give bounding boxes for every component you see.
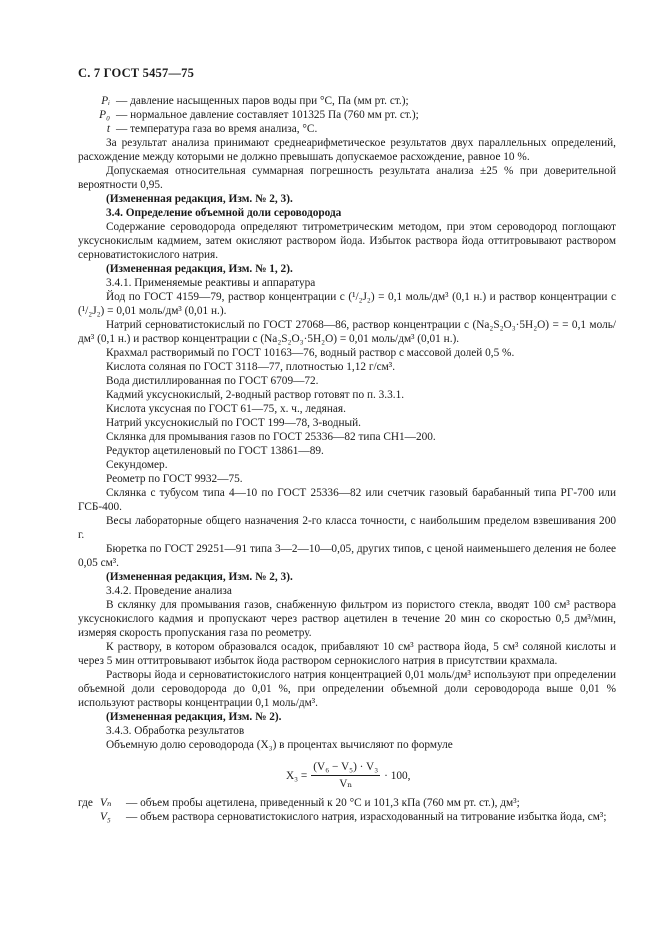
symbol: t — [106, 123, 110, 135]
paragraph: Объемную долю сероводорода (X₃) в процентах вычисляют по формуле — [106, 739, 453, 751]
formula — [286, 760, 411, 791]
paragraph: Растворы йода и серноватистокислого натрия концентрацией 0,01 моль/дм³ используют при определении объемной доли сероводорода до 0,01 %, при определении объемной доли сероводорода выше 0,01 % используют растворы концентрации 0,1 моль/дм³. — [78, 669, 616, 709]
list-item: Бюретка по ГОСТ 29251—91 типа 3—2—10—0,05, других типов, с ценой наименьшего деления не более 0,05 см³. — [78, 543, 616, 569]
where-label: где — [78, 797, 93, 809]
revision-note: (Измененная редакция, Изм. № 2, 3). — [106, 571, 293, 583]
definition-text: — нормальное давление составляет 101325 Па (760 мм рт. ст.); — [116, 109, 419, 121]
formula-lhs: X₃ = — [286, 769, 308, 782]
list-item: Кислота уксусная по ГОСТ 61—75, х. ч., ледяная. — [106, 403, 346, 415]
document-body — [78, 94, 616, 824]
list-item: Редуктор ацетиленовый по ГОСТ 13861—89. — [106, 445, 324, 457]
symbol: Pᵢ — [101, 95, 110, 107]
section-heading: 3.4. Определение объемной доли сероводорода — [106, 207, 342, 219]
definition-text: — объем пробы ацетилена, приведенный к 20 °С и 101,3 кПа (760 мм рт. ст.), дм³; — [126, 797, 520, 809]
subsection-heading: 3.4.2. Проведение анализа — [106, 585, 232, 597]
list-item: Вода дистиллированная по ГОСТ 6709—72. — [106, 375, 319, 387]
definition-text: — объем раствора серноватистокислого натрия, израсходованный на титрование избытка йода, см³; — [126, 811, 607, 823]
paragraph: Йод по ГОСТ 4159—79, раствор концентрации c (¹/₂J₂) = 0,1 моль/дм³ (0,1 н.) и раствор концентрации c (¹/₂J₂) = 0,01 моль/дм³ (0,01 н.). — [78, 291, 616, 317]
subsection-heading: 3.4.3. Обработка результатов — [106, 725, 245, 737]
definition-t — [78, 122, 616, 136]
paragraph: В склянку для промывания газов, снабженную фильтром из пористого стекла, вводят 100 см³ раствора уксуснокислого кадмия и пропускают через раствор ацетилен в течение 20 мин со скоростью 0,5 дм³/мин, измеряя скорость пропускания газа по реометру. — [78, 599, 616, 639]
formula-denominator: Vₙ — [339, 778, 353, 790]
definition-p0 — [78, 108, 616, 122]
list-item: Кадмий уксуснокислый, 2-водный раствор готовят по п. 3.3.1. — [106, 389, 405, 401]
list-item: Реометр по ГОСТ 9932—75. — [106, 473, 243, 485]
definition-vn — [78, 796, 616, 810]
revision-note: (Измененная редакция, Изм. № 1, 2). — [106, 263, 293, 275]
definition-v5 — [78, 810, 616, 824]
paragraph: Натрий серноватистокислый по ГОСТ 27068—86, раствор концентрации c (Na₂S₂O₃·5H₂O) = = 0,1 моль/дм³ (0,1 н.) и раствор концентрации c (Na₂S₂O₃·5H₂O) = 0,01 моль/дм³ (0,01 н.). — [78, 319, 616, 345]
subsection-heading: 3.4.1. Применяемые реактивы и аппаратура — [106, 277, 316, 289]
definition-pi — [78, 94, 616, 108]
definition-text: — температура газа во время анализа, °С. — [116, 123, 318, 135]
formula-tail: · 100, — [384, 769, 411, 782]
symbol: Vₙ — [100, 797, 112, 809]
list-item: Склянка для промывания газов по ГОСТ 25336—82 типа СН1—200. — [106, 431, 436, 443]
formula-numerator: (V₆ − V₅) · V₃ — [311, 760, 380, 776]
paragraph: Содержание сероводорода определяют титрометрическим методом, при этом сероводород поглощают уксуснокислым кадмием, затем окисляют раствором йода. Избыток раствора йода оттитровывают раствором серноватистокислого натрия. — [78, 221, 616, 261]
paragraph: За результат анализа принимают среднеарифметическое результатов двух параллельных определений, расхождение между которыми не должно превышать допускаемое расхождение, равное 10 %. — [78, 137, 616, 163]
list-item: Весы лабораторные общего назначения 2-го класса точности, с наибольшим пределом взвешивания 200 г. — [78, 515, 616, 541]
paragraph: К раствору, в котором образовался осадок, прибавляют 10 см³ раствора йода, 5 см³ соляной кислоты и через 5 мин оттитровывают избыток йода раствором сернокислого натрия в присутствии крахмала. — [78, 641, 616, 667]
list-item: Кислота соляная по ГОСТ 3118—77, плотностью 1,12 г/см³. — [106, 361, 396, 373]
page-header: С. 7 ГОСТ 5457—75 — [78, 66, 195, 80]
definition-text: — давление насыщенных паров воды при °С, Па (мм рт. ст.); — [116, 95, 409, 107]
symbol: P₀ — [99, 109, 110, 121]
formula-fraction — [311, 760, 380, 791]
list-item: Склянка с тубусом типа 4—10 по ГОСТ 25336—82 или счетчик газовый барабанный типа РГ-700 или ГСБ-400. — [78, 487, 616, 513]
revision-note: (Измененная редакция, Изм. № 2). — [106, 711, 282, 723]
list-item: Крахмал растворимый по ГОСТ 10163—76, водный раствор с массовой долей 0,5 %. — [106, 347, 515, 359]
paragraph: Допускаемая относительная суммарная погрешность результата анализа ±25 % при доверительной вероятности 0,95. — [78, 165, 616, 191]
symbol: V₅ — [100, 811, 111, 823]
list-item: Натрий уксуснокислый по ГОСТ 199—78, 3-водный. — [106, 417, 361, 429]
list-item: Секундомер. — [106, 459, 168, 471]
formula-block — [78, 752, 616, 796]
revision-note: (Измененная редакция, Изм. № 2, 3). — [106, 193, 293, 205]
